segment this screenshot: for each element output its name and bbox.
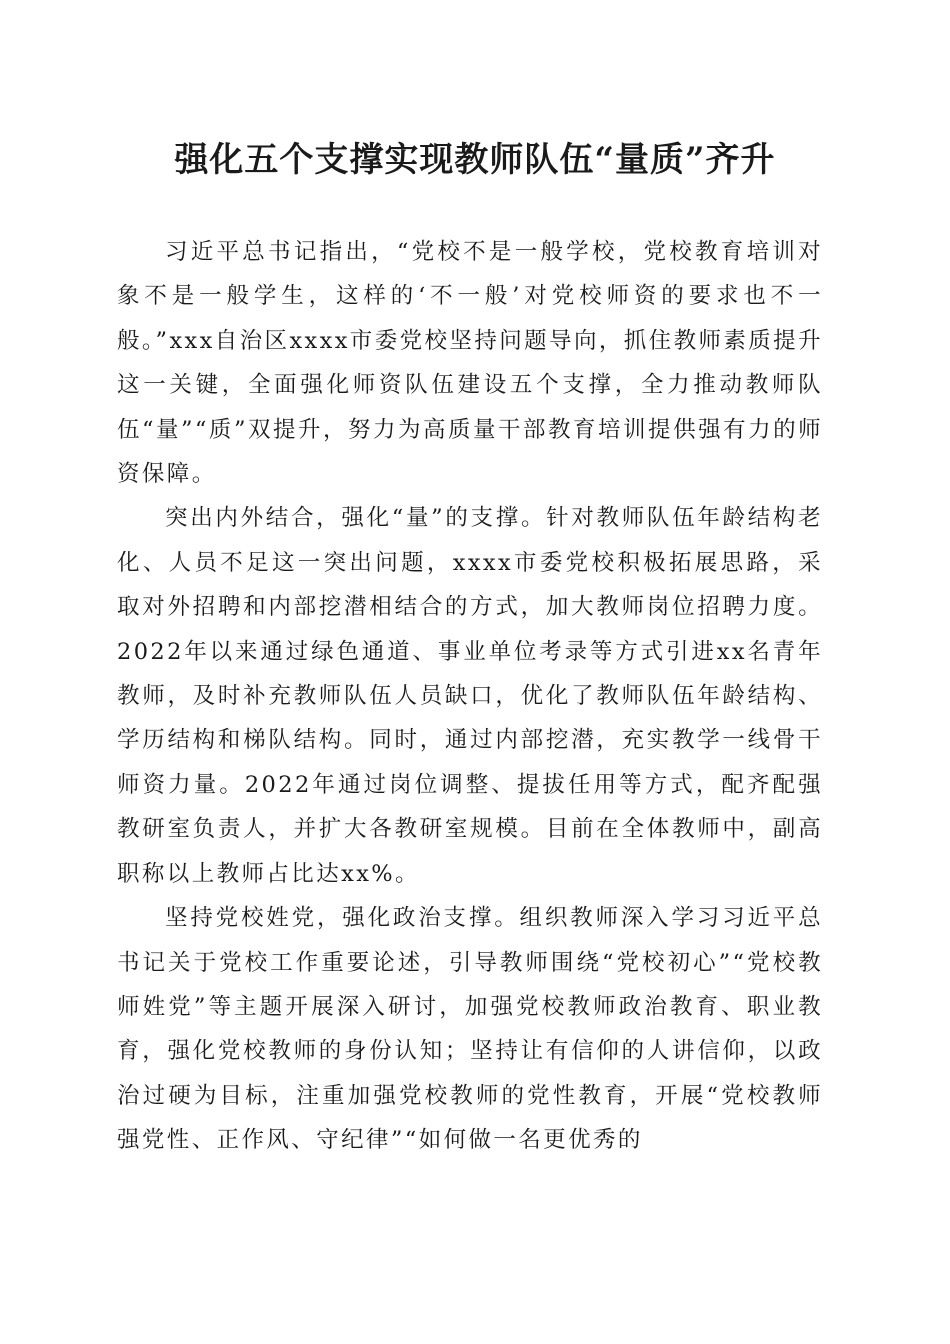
document-body (117, 230, 823, 1163)
document-title: 强化五个支撑实现教师队伍“量质”齐升 (174, 140, 776, 180)
paragraph-quantity-support: 突出内外结合，强化“量”的支撑。针对教师队伍年龄结构老化、人员不足这一突出问题，xxxx市委党校积极拓展思路，采取对外招聘和内部挖潜相结合的方式，加大教师岗位招聘力度。2022年以来通过绿色通道、事业单位考录等方式引进xx名青年教师，及时补充教师队伍人员缺口，优化了教师队伍年龄结构、学历结构和梯队结构。同时，通过内部挖潜，充实教学一线骨干师资力量。2022年通过岗位调整、提拔任用等方式，配齐配强教研室负责人，并扩大各教研室规模。目前在全体教师中，副高职称以上教师占比达xx%。 (117, 505, 823, 887)
paragraph-political-support: 坚持党校姓党，强化政治支撑。组织教师深入学习习近平总书记关于党校工作重要论述，引导教师围绕“党校初心”“党校教师姓党”等主题开展深入研讨，加强党校教师政治教育、职业教育，强化党校教师的身份认知；坚持让有信仰的人讲信仰，以政治过硬为目标，注重加强党校教师的党性教育，开展“党校教师强党性、正作风、守纪律”“如何做一名更优秀的 (117, 905, 823, 1154)
paragraph-intro: 习近平总书记指出，“党校不是一般学校，党校教育培训对象不是一般学生，这样的‘不一般’对党校师资的要求也不一般。”xxx自治区xxxx市委党校坚持问题导向，抓住教师素质提升这一关键，全面强化师资队伍建设五个支撑，全力推动教师队伍“量”“质”双提升，努力为高质量干部教育培训提供强有力的师资保障。 (117, 239, 823, 488)
